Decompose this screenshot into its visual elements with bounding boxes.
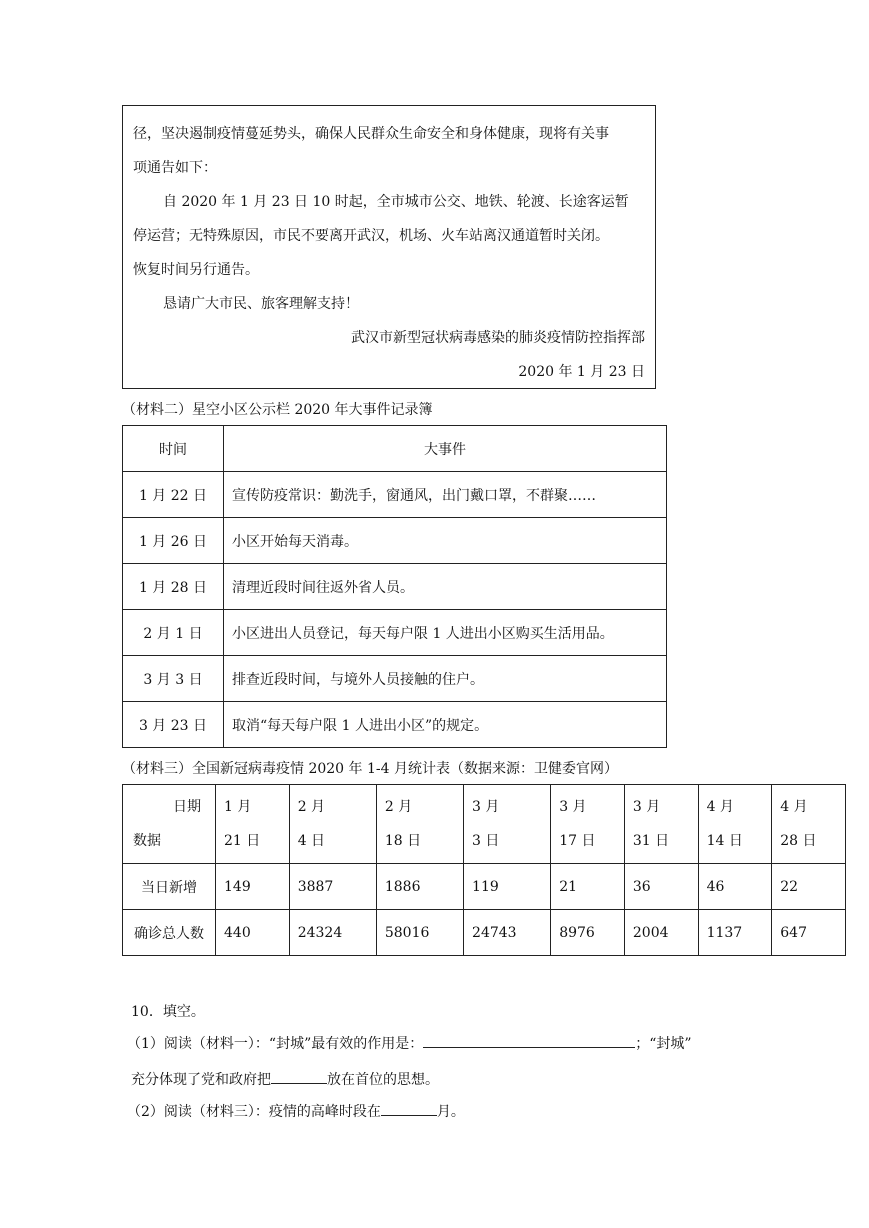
date-month: 3 月 bbox=[632, 799, 661, 815]
event-time: 3 月 3 日 bbox=[123, 656, 224, 702]
notice-line: 恢复时间另行通告。 bbox=[133, 262, 259, 278]
material3-caption: （材料三）全国新冠病毒疫情 2020 年 1-4 月统计表（数据来源：卫健委官网） bbox=[122, 761, 618, 777]
event-text: 小区开始每天消毒。 bbox=[224, 518, 667, 564]
new-cases-value: 36 bbox=[624, 864, 698, 910]
question-2 bbox=[127, 1101, 465, 1121]
q2-text-b: 月。 bbox=[436, 1104, 465, 1120]
event-text: 清理近段时间往返外省人员。 bbox=[224, 564, 667, 610]
total-cases-value: 440 bbox=[216, 910, 290, 956]
notice-line: 径，坚决遏制疫情蔓延势头，确保人民群众生命安全和身体健康，现将有关事 bbox=[133, 126, 609, 142]
date-day: 28 日 bbox=[780, 833, 817, 849]
new-cases-row bbox=[123, 864, 846, 910]
date-month: 3 月 bbox=[559, 799, 587, 815]
q2-answer-blank[interactable] bbox=[381, 1101, 437, 1116]
notice-line: 项通告如下： bbox=[133, 160, 217, 176]
total-cases-value: 2004 bbox=[624, 910, 698, 956]
q1-text-a: （1）阅读（材料一）：“封城”最有效的作用是： bbox=[127, 1036, 424, 1052]
new-cases-value: 3887 bbox=[289, 864, 376, 910]
header-time: 时间 bbox=[123, 426, 224, 472]
event-text: 排查近段时间，与境外人员接触的住户。 bbox=[224, 656, 667, 702]
date-cell bbox=[376, 785, 463, 864]
date-cell bbox=[216, 785, 290, 864]
q1-answer-blank-2[interactable] bbox=[271, 1069, 327, 1084]
new-cases-value: 21 bbox=[551, 864, 625, 910]
new-cases-value: 22 bbox=[772, 864, 846, 910]
event-time: 1 月 22 日 bbox=[123, 472, 224, 518]
table-header-row bbox=[123, 426, 667, 472]
new-cases-value: 149 bbox=[216, 864, 290, 910]
q1-text-d: 放在首位的思想。 bbox=[327, 1072, 439, 1088]
total-cases-row bbox=[123, 910, 846, 956]
new-cases-value: 1886 bbox=[376, 864, 463, 910]
table-row bbox=[123, 472, 667, 518]
event-time: 2 月 1 日 bbox=[123, 610, 224, 656]
events-table bbox=[122, 425, 667, 748]
corner-cell bbox=[123, 785, 216, 864]
date-cell bbox=[289, 785, 376, 864]
q2-text-a: （2）阅读（材料三）：疫情的高峰时段在 bbox=[127, 1104, 381, 1120]
total-cases-value: 24743 bbox=[464, 910, 551, 956]
date-month: 2 月 bbox=[384, 799, 413, 815]
table-row bbox=[123, 656, 667, 702]
new-cases-value: 46 bbox=[698, 864, 772, 910]
notice-line: 停运营；无特殊原因，市民不要离开武汉，机场、火车站离汉通道暂时关闭。 bbox=[133, 228, 609, 244]
date-cell bbox=[624, 785, 698, 864]
date-day: 31 日 bbox=[632, 833, 670, 849]
question-1-line-1 bbox=[127, 1033, 692, 1053]
date-month: 4 月 bbox=[706, 799, 734, 815]
date-month: 3 月 bbox=[472, 799, 500, 815]
date-day: 14 日 bbox=[706, 833, 743, 849]
question-1-line-2 bbox=[131, 1069, 439, 1089]
event-time: 1 月 28 日 bbox=[123, 564, 224, 610]
event-time: 3 月 23 日 bbox=[123, 702, 224, 748]
q1-answer-blank-1[interactable] bbox=[423, 1033, 635, 1048]
event-text: 小区进出人员登记，每天每户限 1 人进出小区购买生活用品。 bbox=[224, 610, 667, 656]
date-month: 4 月 bbox=[780, 799, 808, 815]
event-text: 取消“每天每户限 1 人进出小区”的规定。 bbox=[224, 702, 667, 748]
total-cases-value: 647 bbox=[772, 910, 846, 956]
notice-date: 2020 年 1 月 23 日 bbox=[518, 364, 645, 380]
notice-box bbox=[122, 105, 656, 389]
table-row bbox=[123, 564, 667, 610]
table-row bbox=[123, 610, 667, 656]
event-time: 1 月 26 日 bbox=[123, 518, 224, 564]
notice-line: 恳请广大市民、旅客理解支持！ bbox=[163, 296, 359, 312]
notice-line: 自 2020 年 1 月 23 日 10 时起，全市城市公交、地铁、轮渡、长途客运暂 bbox=[163, 194, 629, 210]
date-day: 21 日 bbox=[224, 833, 261, 849]
table-row bbox=[123, 702, 667, 748]
date-cell bbox=[772, 785, 846, 864]
event-text: 宣传防疫常识：勤洗手，窗通风，出门戴口罩，不群聚…… bbox=[224, 472, 667, 518]
date-cell bbox=[551, 785, 625, 864]
date-month: 2 月 bbox=[297, 799, 326, 815]
notice-signature: 武汉市新型冠状病毒感染的肺炎疫情防控指挥部 bbox=[351, 330, 645, 346]
date-cell bbox=[464, 785, 551, 864]
new-cases-label: 当日新增 bbox=[123, 864, 216, 910]
corner-data-label: 数据 bbox=[133, 833, 161, 849]
date-month: 1 月 bbox=[224, 799, 252, 815]
date-cell bbox=[698, 785, 772, 864]
question-title: 10．填空。 bbox=[131, 1004, 205, 1020]
stats-table bbox=[122, 784, 846, 956]
dates-row bbox=[123, 785, 846, 864]
q1-text-c: 充分体现了党和政府把 bbox=[131, 1072, 271, 1088]
material2-caption: （材料二）星空小区公示栏 2020 年大事件记录簿 bbox=[122, 402, 433, 418]
date-day: 4 日 bbox=[297, 833, 326, 849]
total-cases-value: 24324 bbox=[289, 910, 376, 956]
header-event: 大事件 bbox=[224, 426, 667, 472]
date-day: 17 日 bbox=[559, 833, 596, 849]
new-cases-value: 119 bbox=[464, 864, 551, 910]
total-cases-value: 8976 bbox=[551, 910, 625, 956]
q1-text-b: ；“封城” bbox=[635, 1036, 692, 1052]
total-cases-label: 确诊总人数 bbox=[123, 910, 216, 956]
total-cases-value: 58016 bbox=[376, 910, 463, 956]
total-cases-value: 1137 bbox=[698, 910, 772, 956]
corner-date-label: 日期 bbox=[173, 799, 201, 815]
date-day: 18 日 bbox=[384, 833, 422, 849]
table-row bbox=[123, 518, 667, 564]
date-day: 3 日 bbox=[472, 833, 500, 849]
